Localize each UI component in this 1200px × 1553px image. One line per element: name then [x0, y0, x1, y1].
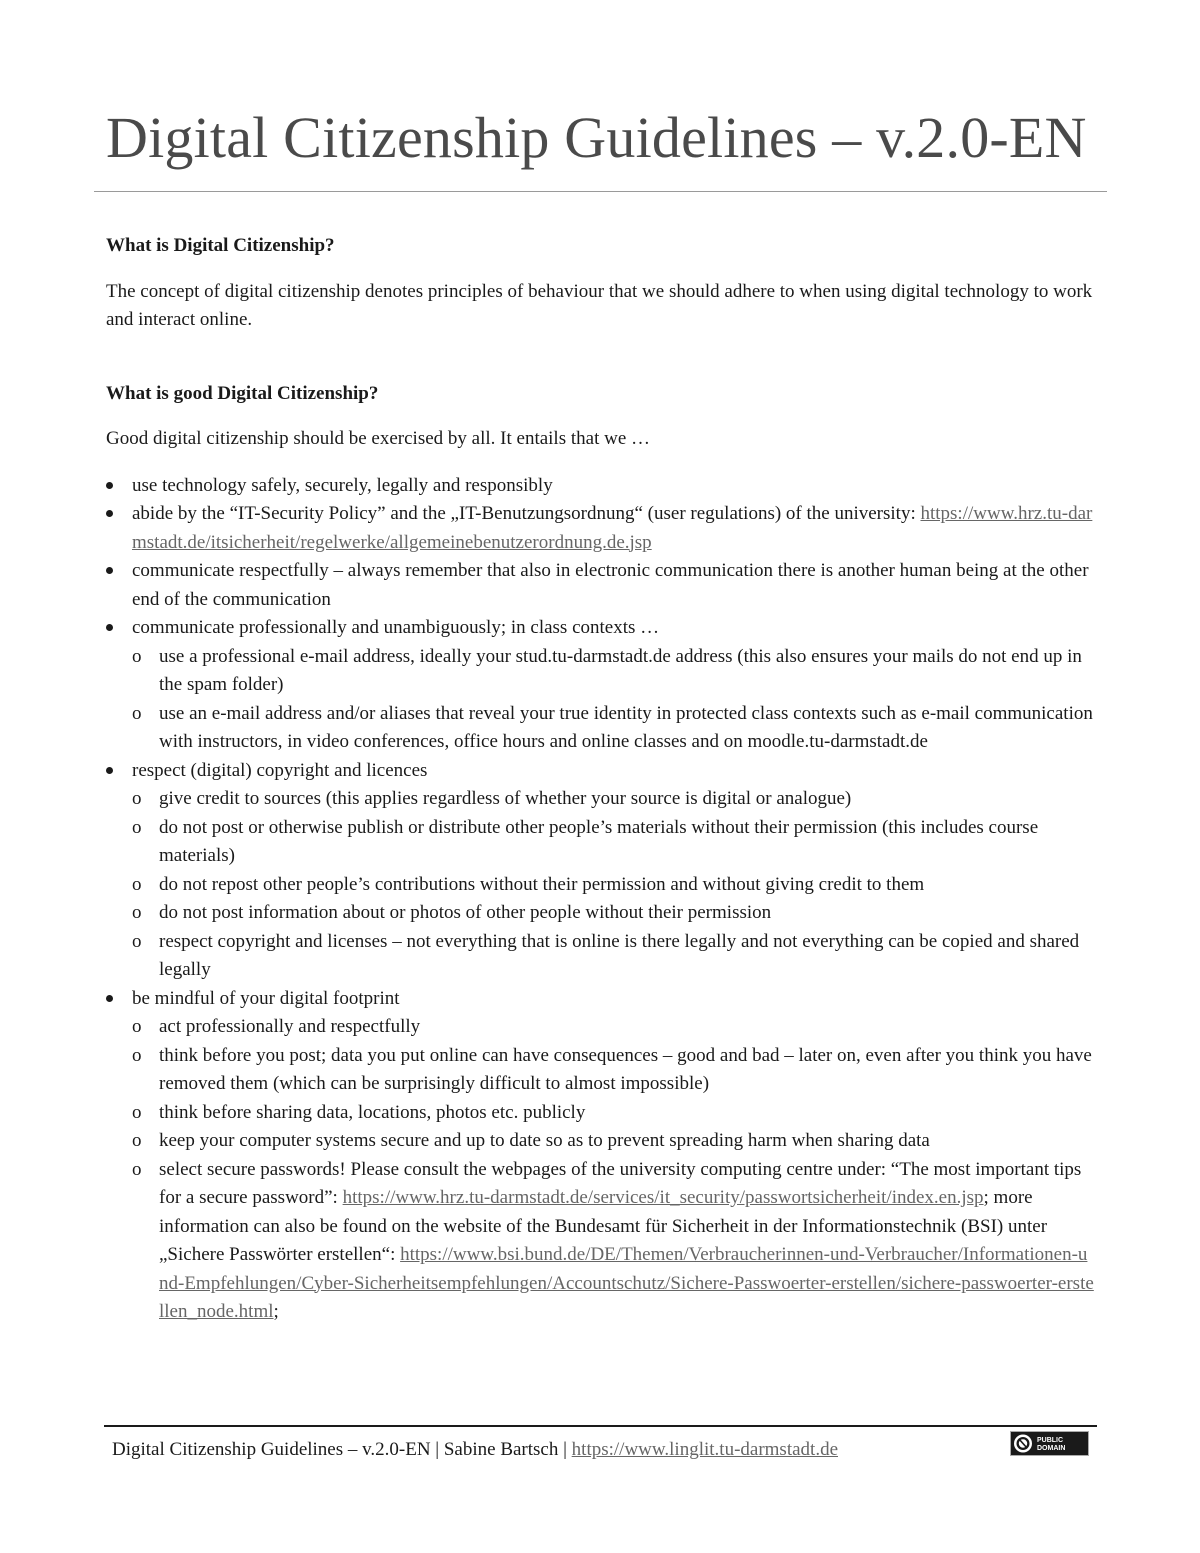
footer-text: Digital Citizenship Guidelines – v.2.0-EN | Sabine Bartsch | — [112, 1439, 572, 1460]
sub-list-item — [132, 643, 1096, 700]
badge-text-public: PUBLIC — [1037, 1437, 1064, 1444]
circle-bullet-icon: o — [132, 788, 142, 809]
circle-bullet-icon: o — [132, 1016, 142, 1037]
circle-bullet-icon: o — [132, 930, 142, 952]
list-item — [106, 757, 1096, 985]
sub-list-item-text: do not repost other people’s contributions without their permission and without giving credit to them — [159, 873, 925, 895]
sub-list-footprint — [132, 1013, 1096, 1327]
sub-list-item-text: think before you post; data you put online can have consequences – good and bad – later on, even after you think you have removed them (which can be surprisingly difficult to almost impossible) — [159, 1044, 1092, 1094]
list-item-text: abide by the “IT-Security Policy” and the „IT-Benutzungsordnung“ (user regulations) of the university: — [132, 503, 921, 524]
list-item — [106, 557, 1096, 614]
footer-website-link[interactable]: https://www.linglit.tu-darmstadt.de — [571, 1439, 838, 1460]
list-item-text: be mindful of your digital footprint — [132, 987, 400, 1009]
sub-list-item-text: ; — [273, 1301, 279, 1322]
list-item-text: use technology safely, securely, legally and responsibly — [132, 474, 553, 496]
list-item-text: communicate professionally and unambiguously; in class contexts … — [132, 617, 660, 638]
sub-list-item-text: do not post or otherwise publish or distribute other people’s materials without their permission (this includes course materials) — [159, 816, 1039, 866]
document-title: Digital Citizenship Guidelines – v.2.0-EN — [106, 105, 1087, 170]
sub-list-item-text: use an e-mail address and/or aliases that reveal your true identity in protected class contexts such as e-mail communication with instructors, in video conferences, office hours and online classes and on moodle.tu-darmstadt.de — [159, 702, 1093, 752]
sub-list-item — [132, 1099, 1096, 1128]
list-item — [106, 472, 1096, 501]
sub-list-item — [132, 871, 1096, 900]
it-regulations-link[interactable]: https://www.hrz.tu-darmstadt.de/itsicherheit/regelwerke/allgemeinebenutzerordnung.de.jsp — [132, 503, 1093, 553]
sub-list-professional — [132, 643, 1096, 757]
list-item — [106, 985, 1096, 1327]
sub-list-item-text: select secure passwords! Please consult the webpages of the university computing centre under: “The most important tips for a secure password”: — [159, 1158, 1082, 1208]
section-heading-what-is: What is Digital Citizenship? — [106, 235, 335, 256]
circle-bullet-icon: o — [132, 1101, 142, 1123]
list-item-text: communicate respectfully – always remember that also in electronic communication there is another human being at the other end of the communication — [132, 560, 1089, 610]
circle-bullet-icon: o — [132, 1158, 142, 1180]
badge-text-domain: DOMAIN — [1037, 1445, 1066, 1452]
hrz-password-link[interactable]: https://www.hrz.tu-darmstadt.de/services/it_security/passwortsicherheit/index.en.jsp — [342, 1187, 984, 1208]
intro-paragraph: The concept of digital citizenship denotes principles of behaviour that we should adhere to when using digital technology to work and interact online. — [106, 280, 1093, 330]
document-body — [106, 232, 1096, 1327]
list-item — [106, 500, 1096, 557]
sub-list-item-text: act professionally and respectfully — [159, 1016, 421, 1037]
list-item — [106, 614, 1096, 757]
section-heading-good: What is good Digital Citizenship? — [106, 382, 379, 404]
sub-list-item — [132, 928, 1096, 985]
sub-list-item-text: keep your computer systems secure and up to date so as to prevent spreading harm when sharing data — [159, 1130, 930, 1151]
title-divider — [94, 191, 1107, 192]
sub-list-item-text: do not post information about or photos of other people without their permission — [159, 902, 772, 923]
sub-list-item — [132, 1156, 1096, 1327]
bullet-icon — [106, 567, 113, 574]
list-item-text: respect (digital) copyright and licences — [132, 759, 428, 781]
public-domain-badge — [1010, 1431, 1089, 1456]
bullet-icon — [106, 995, 113, 1002]
sub-list-item-text: give credit to sources (this applies regardless of whether your source is digital or analogue) — [159, 788, 852, 809]
sub-list-item — [132, 814, 1096, 871]
circle-bullet-icon: o — [132, 816, 142, 838]
public-domain-icon — [1011, 1432, 1088, 1455]
sub-list-item — [132, 700, 1096, 757]
sub-list-item — [132, 1042, 1096, 1099]
circle-bullet-icon: o — [132, 1044, 142, 1066]
sub-list-item-text: ; more information can also be found on the website of the Bundesamt für Sicherheit in der Informationstechnik (BSI) unter „Sichere Passwörter erstellen“: — [159, 1187, 1048, 1265]
circle-bullet-icon: o — [132, 645, 142, 667]
bullet-icon — [106, 482, 113, 489]
circle-bullet-icon: o — [132, 1130, 142, 1151]
bsi-password-link[interactable]: https://www.bsi.bund.de/DE/Themen/Verbraucherinnen-und-Verbraucher/Informationen-und-Empfehlungen/Cyber-Sicherheitsempfehlungen/Accountschutz/Sichere-Passwoerter-erstellen/sichere-passwoerter-erstellen_node.html — [159, 1244, 1094, 1322]
guidelines-list — [106, 472, 1096, 1327]
bullet-icon — [106, 624, 113, 631]
sub-list-item-text: think before sharing data, locations, photos etc. publicly — [159, 1101, 586, 1123]
bullet-icon — [106, 767, 113, 774]
page-footer — [112, 1436, 838, 1464]
lead-paragraph: Good digital citizenship should be exercised by all. It entails that we … — [106, 428, 651, 449]
bullet-icon — [106, 510, 113, 517]
sub-list-item — [132, 785, 1096, 814]
circle-bullet-icon: o — [132, 702, 142, 724]
sub-list-item — [132, 899, 1096, 928]
sub-list-item — [132, 1013, 1096, 1042]
sub-list-item — [132, 1127, 1096, 1156]
sub-list-item-text: use a professional e-mail address, ideally your stud.tu-darmstadt.de address (this also ensures your mails do not end up in the spam folder) — [159, 645, 1082, 695]
circle-bullet-icon: o — [132, 902, 142, 923]
sub-list-item-text: respect copyright and licenses – not everything that is online is there legally and not everything can be copied and shared legally — [159, 930, 1080, 980]
sub-list-copyright — [132, 785, 1096, 985]
circle-bullet-icon: o — [132, 873, 142, 895]
footer-divider — [104, 1425, 1097, 1427]
